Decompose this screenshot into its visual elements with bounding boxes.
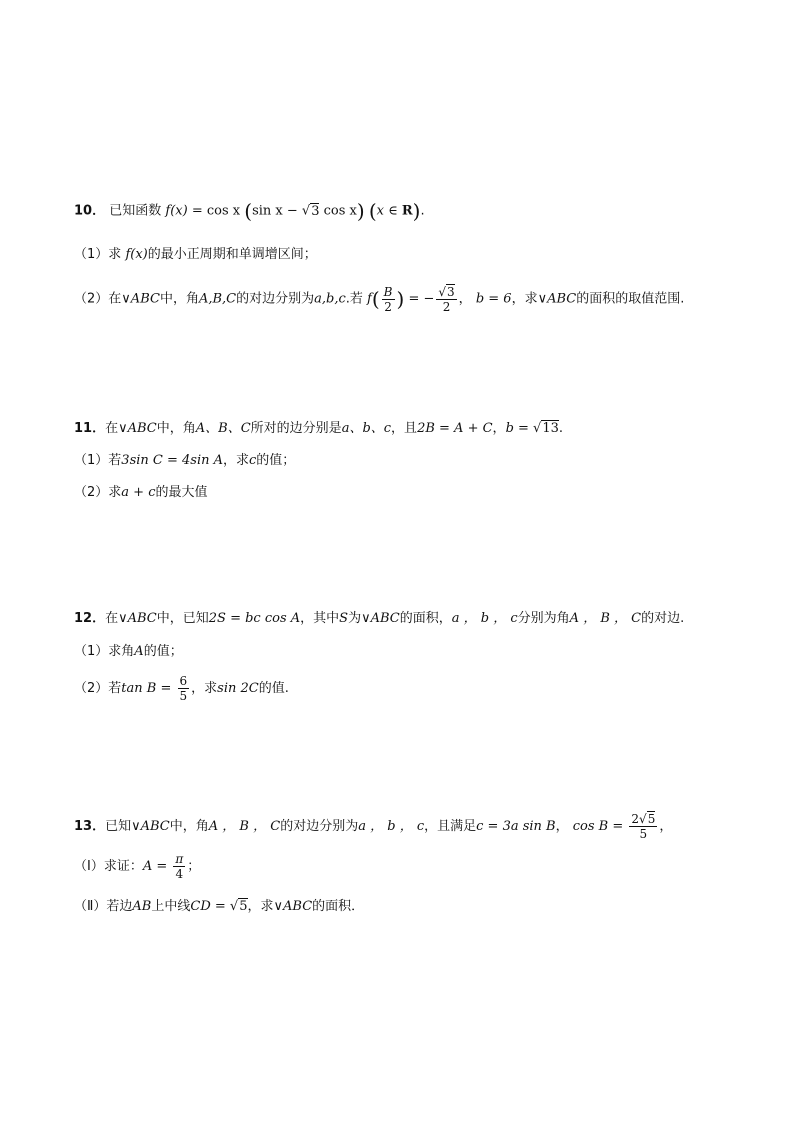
part-text: 若 (108, 453, 122, 468)
part-text: ； (187, 859, 201, 874)
math-sqrt3: 3 (311, 203, 320, 219)
problem-13-part-1 (74, 850, 200, 884)
math-triangle: ∨ABC (121, 291, 160, 307)
math-b-eq: b = (505, 421, 534, 436)
part-label: （1） (74, 644, 109, 659)
stem-text: 为 (348, 611, 362, 626)
stem-text: 在 (105, 421, 119, 436)
problem-number: 13． (74, 819, 106, 834)
math-abc-sep: a ， b ， c (451, 611, 518, 626)
part-text: 在 (108, 291, 122, 307)
math-b6: b = 6 (475, 291, 512, 307)
part-text: 的值； (256, 453, 296, 468)
problem-number: 12． (74, 611, 106, 626)
problem-12-part-1 (74, 643, 183, 661)
problem-11-part-2 (74, 484, 208, 502)
part-text: ， (458, 291, 472, 307)
stem-text: 的面积， (399, 611, 452, 626)
part-text: ，求 (247, 899, 274, 914)
stem-text: ，其中 (300, 611, 340, 626)
part-text: ，求 (223, 453, 250, 468)
math-triangle: ∨ABC (118, 611, 157, 626)
problem-10-part-2: （2）在∨ABC中，角A,B,C的对边分别为a,b,c.若 f( $\frac{B}{2}$ ) = − $\frac{√3}{2}$ ， b = 6，求∨ABC的面积的取值范围. (74, 284, 685, 314)
part-text: 求 (108, 485, 122, 500)
part-label: （1） (74, 453, 109, 468)
math-abc: a,b,c (314, 291, 346, 307)
problem-number: 10． (74, 203, 106, 219)
math-3sinC: 3sin C = 4sin A (121, 453, 223, 468)
stem-text: 中，角 (169, 819, 209, 834)
part-text: 中，角 (159, 291, 199, 307)
math-triangle: ∨ABC (273, 899, 313, 914)
part-text: 的面积的取值范围. (576, 291, 685, 307)
math-sqrt5: 5 (239, 899, 248, 914)
math-A: A (134, 644, 144, 659)
math-sqrt13: 13 (542, 421, 559, 436)
part-text: 求 (108, 247, 122, 262)
math-cosx2: cos x (323, 203, 357, 219)
math-a-plus-c: a + c (121, 485, 156, 500)
math-c: c (249, 453, 257, 468)
fraction-sqrt3-over-2: $\frac{√3}{2}$ (438, 284, 455, 314)
part-text: 的值. (258, 681, 289, 696)
math-c-eq: c = 3a sin B (476, 819, 556, 834)
stem-text: 分别为角 (517, 611, 570, 626)
stem-text: 的对边. (641, 611, 685, 626)
math-triangle: ∨ABC (118, 421, 157, 436)
part-label: （1） (74, 247, 109, 262)
part-text: 求证： (103, 859, 143, 874)
stem-text: 已知 (105, 819, 132, 834)
problem-13-stem (74, 810, 672, 844)
stem-text: ， (555, 819, 569, 834)
problem-12-stem (74, 610, 684, 628)
part-text: 的对边分别为 (236, 291, 315, 307)
math-CD: CD = (190, 899, 230, 914)
math-tanB: tan B = (121, 681, 176, 696)
stem-text: ， (492, 421, 506, 436)
part-text: 若边 (106, 899, 133, 914)
problem-11-stem: 11．在∨ABC中，角A、B、C所对的边分别是a、b、c，且2B = A + C，b = √13. (74, 421, 564, 436)
fraction-pi-over-4: $\frac{\pi}{4}$ (175, 852, 184, 881)
problem-10-part-1 (74, 246, 317, 264)
math-fx: f(x) (165, 203, 188, 219)
math-2S: 2S = bc cos A (208, 611, 301, 626)
problem-number: 11． (74, 421, 106, 436)
math-ABC: A,B,C (198, 291, 237, 307)
math-triangle: ∨ABC (361, 611, 400, 626)
problem-12-part-2 (74, 672, 289, 706)
stem-text: ， (659, 819, 673, 834)
stem-text: 的对边分别为 (280, 819, 359, 834)
part-text: ，求 (511, 291, 538, 307)
math-x-in: x ∈ (376, 203, 402, 219)
part-label: （2） (74, 485, 109, 500)
math-cosB: cos B = (572, 819, 628, 834)
part-label: （Ⅰ） (74, 859, 104, 874)
part-text: 若 (108, 681, 122, 696)
stem-text: 在 (105, 611, 119, 626)
math-sides: a、b、c (341, 421, 392, 436)
math-triangle: ∨ABC (131, 819, 170, 834)
fraction-2sqrt5-over-5: $\frac{2√5}{5}$ (631, 812, 656, 841)
math-S: S (339, 611, 349, 626)
math-A-eq: A = (142, 859, 172, 874)
math-cosx: cos x (206, 203, 241, 219)
stem-text: ，且满足 (424, 819, 477, 834)
fraction-B-over-2: $\frac{B}{2}$ (383, 284, 393, 314)
math-ABC-sep: A ， B ， C (208, 819, 281, 834)
math-abc-sep: a ， b ， c (358, 819, 425, 834)
math-eq: = − (408, 291, 435, 307)
math-fx: f(x) (125, 247, 148, 262)
math-sinx: sin x − (252, 203, 302, 219)
stem-text: ，且 (391, 421, 418, 436)
part-text: 上中线 (151, 899, 191, 914)
part-text: 的最小正周期和单调增区间； (147, 247, 317, 262)
part-text: 的面积． (312, 899, 365, 914)
part-label: （Ⅱ） (74, 899, 107, 914)
math-triangle: ∨ABC (537, 291, 577, 307)
part-text: 的值； (143, 644, 183, 659)
math-angles: A、B、C (195, 421, 251, 436)
math-ABC-sep: A ， B ， C (569, 611, 642, 626)
problem-10-stem: 10． 已知函数 f(x) = cos x (sin x − √3 cos x) (x ∈ R). (74, 199, 425, 223)
math-AB: AB (132, 899, 152, 914)
part-label: （2） (74, 681, 109, 696)
problem-11-part-1 (74, 452, 295, 470)
part-label: （2） (74, 291, 109, 307)
part-text: .若 (345, 291, 363, 307)
stem-text: 已知函数 (109, 203, 162, 219)
part-text: 的最大值 (155, 485, 208, 500)
problem-13-part-2: （Ⅱ）若边AB上中线CD = √5，求∨ABC的面积． (74, 899, 365, 914)
math-R: R (401, 203, 413, 219)
stem-text: 中，角 (156, 421, 196, 436)
part-text: 求角 (108, 644, 135, 659)
math-sin2C: sin 2C (217, 681, 259, 696)
stem-text: 所对的边分别是 (250, 421, 342, 436)
fraction-6-over-5: $\frac{6}{5}$ (179, 674, 188, 703)
part-text: ，求 (191, 681, 218, 696)
math-2B: 2B = A + C (417, 421, 493, 436)
stem-text: 中，已知 (156, 611, 209, 626)
math-f: f (367, 291, 372, 307)
